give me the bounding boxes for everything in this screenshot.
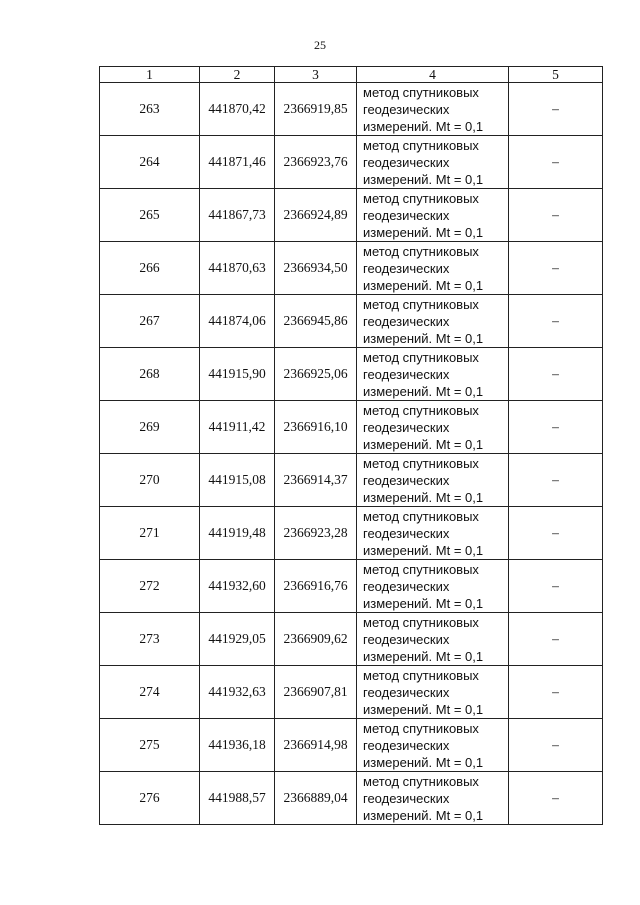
method-cell [357,772,509,825]
method-text-line: измерений. Mt = 0,1 [363,118,484,134]
y-coordinate-cell: 2366914,98 [275,719,357,772]
x-coordinate-cell: 441870,42 [200,83,275,136]
description-cell: – [509,507,603,560]
table-row [100,83,603,136]
method-text-line: геодезических [363,101,450,117]
x-coordinate-cell: 441929,05 [200,613,275,666]
method-text-line: геодезических [363,631,450,647]
description-cell: – [509,83,603,136]
x-coordinate-cell: 441871,46 [200,136,275,189]
point-number-cell: 276 [100,772,200,825]
x-coordinate-cell: 441874,06 [200,295,275,348]
table-row [100,189,603,242]
y-coordinate-cell: 2366916,76 [275,560,357,613]
x-coordinate-cell: 441932,63 [200,666,275,719]
description-cell: – [509,295,603,348]
description-cell: – [509,136,603,189]
method-cell [357,401,509,454]
x-coordinate-cell: 441870,63 [200,242,275,295]
table-row [100,295,603,348]
method-text-line: метод спутниковых [363,508,479,524]
table-body [100,83,603,825]
method-text-line: геодезических [363,207,450,223]
method-cell [357,136,509,189]
y-coordinate-cell: 2366909,62 [275,613,357,666]
method-text-line: измерений. Mt = 0,1 [363,171,484,187]
method-text-line: измерений. Mt = 0,1 [363,277,484,293]
y-coordinate-cell: 2366923,76 [275,136,357,189]
method-text-line: геодезических [363,737,450,753]
method-cell [357,83,509,136]
column-header: 3 [275,67,357,83]
method-text-line: геодезических [363,525,450,541]
column-header: 4 [357,67,509,83]
method-text-line: измерений. Mt = 0,1 [363,436,484,452]
x-coordinate-cell: 441915,90 [200,348,275,401]
y-coordinate-cell: 2366919,85 [275,83,357,136]
table-row [100,242,603,295]
x-coordinate-cell: 441936,18 [200,719,275,772]
method-text-line: геодезических [363,578,450,594]
table-row [100,348,603,401]
point-number-cell: 275 [100,719,200,772]
method-text-line: измерений. Mt = 0,1 [363,383,484,399]
table-row [100,560,603,613]
method-text-line: метод спутниковых [363,720,479,736]
y-coordinate-cell: 2366916,10 [275,401,357,454]
description-cell: – [509,719,603,772]
y-coordinate-cell: 2366945,86 [275,295,357,348]
y-coordinate-cell: 2366889,04 [275,772,357,825]
point-number-cell: 264 [100,136,200,189]
method-cell [357,295,509,348]
x-coordinate-cell: 441988,57 [200,772,275,825]
y-coordinate-cell: 2366907,81 [275,666,357,719]
table-row [100,772,603,825]
y-coordinate-cell: 2366923,28 [275,507,357,560]
method-text-line: измерений. Mt = 0,1 [363,489,484,505]
y-coordinate-cell: 2366925,06 [275,348,357,401]
method-text-line: метод спутниковых [363,455,479,471]
page-number: 25 [314,38,326,52]
method-cell [357,666,509,719]
method-cell [357,454,509,507]
description-cell: – [509,348,603,401]
description-cell: – [509,666,603,719]
method-text-line: измерений. Mt = 0,1 [363,754,484,770]
description-cell: – [509,189,603,242]
method-text-line: метод спутниковых [363,296,479,312]
table-row [100,454,603,507]
method-text-line: геодезических [363,366,450,382]
method-text-line: метод спутниковых [363,561,479,577]
point-number-cell: 269 [100,401,200,454]
table-row [100,719,603,772]
method-text-line: измерений. Mt = 0,1 [363,648,484,664]
column-header: 5 [509,67,603,83]
method-cell [357,560,509,613]
y-coordinate-cell: 2366924,89 [275,189,357,242]
method-cell [357,242,509,295]
method-text-line: геодезических [363,684,450,700]
coordinates-table [99,66,603,825]
method-text-line: измерений. Mt = 0,1 [363,330,484,346]
description-cell: – [509,560,603,613]
method-text-line: геодезических [363,260,450,276]
point-number-cell: 267 [100,295,200,348]
point-number-cell: 266 [100,242,200,295]
column-header: 1 [100,67,200,83]
method-cell [357,189,509,242]
table-row [100,666,603,719]
method-text-line: измерений. Mt = 0,1 [363,701,484,717]
x-coordinate-cell: 441911,42 [200,401,275,454]
method-text-line: метод спутниковых [363,137,479,153]
description-cell: – [509,242,603,295]
method-text-line: геодезических [363,472,450,488]
x-coordinate-cell: 441915,08 [200,454,275,507]
method-text-line: геодезических [363,419,450,435]
point-number-cell: 271 [100,507,200,560]
method-text-line: измерений. Mt = 0,1 [363,807,484,823]
point-number-cell: 273 [100,613,200,666]
method-cell [357,719,509,772]
method-text-line: метод спутниковых [363,773,479,789]
description-cell: – [509,613,603,666]
method-text-line: геодезических [363,313,450,329]
method-text-line: измерений. Mt = 0,1 [363,595,484,611]
method-cell [357,348,509,401]
column-header: 2 [200,67,275,83]
method-text-line: метод спутниковых [363,243,479,259]
method-text-line: метод спутниковых [363,349,479,365]
description-cell: – [509,401,603,454]
method-text-line: геодезических [363,154,450,170]
method-text-line: метод спутниковых [363,667,479,683]
table-row [100,507,603,560]
table-row [100,401,603,454]
point-number-cell: 274 [100,666,200,719]
description-cell: – [509,772,603,825]
table-row [100,136,603,189]
table-row [100,613,603,666]
y-coordinate-cell: 2366914,37 [275,454,357,507]
x-coordinate-cell: 441932,60 [200,560,275,613]
x-coordinate-cell: 441919,48 [200,507,275,560]
method-text-line: измерений. Mt = 0,1 [363,224,484,240]
y-coordinate-cell: 2366934,50 [275,242,357,295]
point-number-cell: 272 [100,560,200,613]
method-text-line: метод спутниковых [363,614,479,630]
point-number-cell: 270 [100,454,200,507]
method-text-line: метод спутниковых [363,402,479,418]
method-text-line: метод спутниковых [363,190,479,206]
point-number-cell: 263 [100,83,200,136]
point-number-cell: 265 [100,189,200,242]
method-text-line: метод спутниковых [363,84,479,100]
method-text-line: геодезических [363,790,450,806]
method-cell [357,507,509,560]
method-text-line: измерений. Mt = 0,1 [363,542,484,558]
x-coordinate-cell: 441867,73 [200,189,275,242]
table-header-row [100,67,603,83]
method-cell [357,613,509,666]
description-cell: – [509,454,603,507]
point-number-cell: 268 [100,348,200,401]
